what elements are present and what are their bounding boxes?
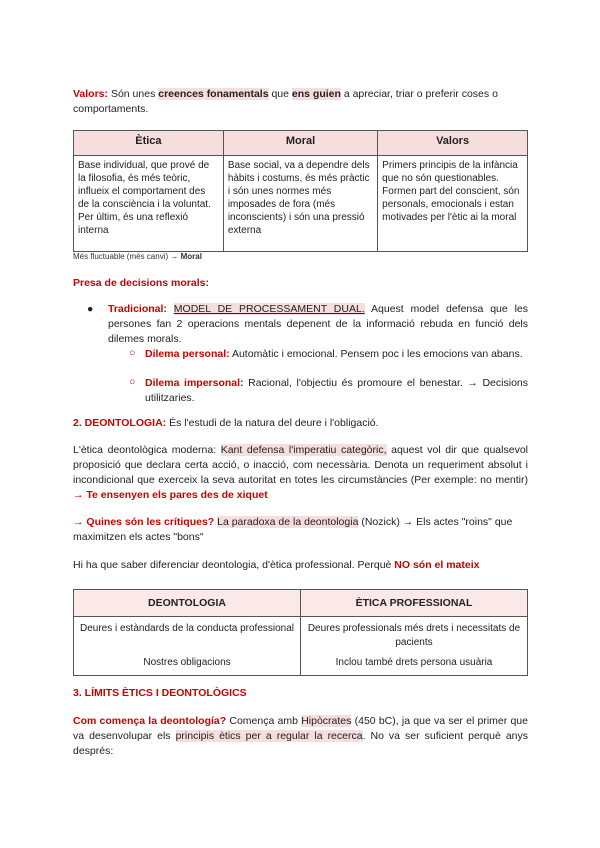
- valors-paragraph: [73, 87, 528, 117]
- dilema-impersonal-text: Racional, l'objectiu és promoure el benestar. → Decisions utilitzaries.: [145, 377, 528, 404]
- header-moral: Moral: [223, 131, 377, 156]
- tradicional-model: MODEL DE PROCESSAMENT DUAL.: [173, 303, 365, 315]
- valors-label: Valors:: [73, 88, 109, 100]
- note-text: Més fluctuable (més canvi): [73, 252, 171, 261]
- valors-highlight-1: creences fonamentals: [158, 88, 269, 100]
- hipocrates-highlight: Hipòcrates: [301, 715, 352, 727]
- deontologia-label: 2. DEONTOLOGIA:: [73, 417, 167, 429]
- pares-note: → Te ensenyen els pares des de xiquet: [73, 488, 268, 501]
- tradicional-text: Aquest model defensa que les persones fan 2 operacions mentals depenent de la informació rebuda en funció dels dilemes morals.: [108, 303, 529, 345]
- deontologia-text: És l'estudi de la natura del deure i l'obligació.: [166, 417, 379, 429]
- dilema-personal-item: [129, 347, 528, 362]
- etica-moderna-paragraph: [73, 443, 528, 503]
- comenca-text-2: (450 bC), ja que va ser el primer que va desenvolupar els: [73, 715, 528, 742]
- principis-highlight: principis ètics per a regular la recerca: [175, 729, 363, 742]
- cell-etica-professional-1: Deures professionals més drets i necessitats de pacients: [301, 617, 528, 653]
- kant-highlight: Kant defensa l'imperatiu categòric,: [220, 444, 387, 456]
- valors-highlight-2: ens guien: [291, 88, 341, 100]
- comenca-text-1: Comença amb: [226, 715, 302, 727]
- header-deontologia: DEONTOLOGIA: [74, 590, 301, 617]
- tradicional-paragraph: [108, 302, 528, 347]
- comparison-table: [73, 130, 528, 252]
- note-arrow: → Moral: [170, 252, 202, 261]
- presa-title: Presa de decisions morals:: [73, 277, 209, 289]
- critiques-question: → Quines són les crítiques?: [73, 516, 215, 528]
- paradoxa-highlight: La paradoxa de la deontologia: [217, 516, 359, 528]
- bullet-dot-icon: ●: [87, 303, 94, 315]
- circle-bullet-icon: ○: [129, 347, 136, 359]
- valors-text-1: Són unes: [108, 88, 159, 100]
- critiques-paragraph: [73, 515, 528, 545]
- tradicional-label: Tradicional:: [108, 303, 167, 315]
- dilema-personal-label: Dilema personal:: [145, 348, 230, 360]
- cell-deontologia-1: Deures i estàndards de la conducta professional: [74, 617, 301, 653]
- cell-deontologia-2: Nostres obligacions: [74, 652, 301, 675]
- header-valors: Valors: [378, 131, 528, 156]
- critiques-text: (Nozick) → Els actes "roins" que maximitzen els actes "bons": [73, 516, 513, 543]
- comenca-paragraph: [73, 714, 528, 759]
- dilema-personal-text: Automàtic i emocional. Pensem poc i les emocions van abans.: [229, 348, 523, 360]
- cell-etica-professional-2: Inclou també drets persona usuària: [301, 652, 528, 675]
- header-etica: Ètica: [74, 131, 224, 156]
- valors-text-3: a apreciar, triar o preferir coses o comportaments.: [73, 88, 498, 115]
- tradicional-item: [87, 302, 528, 347]
- diferenciar-paragraph: [73, 558, 528, 573]
- valors-text-2: que: [268, 88, 292, 100]
- cell-etica: Base individual, que prové de la filosofia, és més teòric, influeix el comportament des de la consciència i la voluntat. Per últim, és una reflexió interna: [74, 156, 224, 252]
- dilema-impersonal-paragraph: [145, 376, 528, 406]
- cell-moral: Base social, va a dependre dels hàbits i costums, és més pràctic i són unes normes més imposades de fora (més inconscients) i són una pressió externa: [223, 156, 377, 252]
- comenca-question: Com comença la deontología?: [73, 715, 227, 727]
- no-son-el-mateix: NO són el mateix: [394, 559, 480, 571]
- dilema-impersonal-item: [129, 376, 528, 406]
- etica-moderna-text-1: L'ètica deontològica moderna:: [73, 444, 221, 456]
- dilema-impersonal-label: Dilema impersonal:: [145, 377, 244, 389]
- limits-title: 3. LÍMITS ÈTICS I DEONTOLÒGICS: [73, 687, 247, 699]
- diferenciar-text: Hi ha que saber diferenciar deontologia, d'ètica professional. Perquè: [73, 559, 395, 571]
- header-etica-professional: ÈTICA PROFESSIONAL: [301, 590, 528, 617]
- deontologia-table: [73, 589, 528, 676]
- comenca-text-3: . No va ser suficient perquè anys després:: [73, 729, 528, 757]
- fluctuable-note: [73, 251, 202, 262]
- etica-moderna-text-2: aquest vol dir que qualsevol proposició que declara certa acció, o inacció, com necessària. Denota un requeriment absolut i incondicional que exerceix la seva autoritat en totes les circumstàncies (Per exemple: no mentir): [73, 444, 528, 486]
- deontologia-paragraph: [73, 416, 528, 431]
- dilema-personal-paragraph: [145, 347, 528, 362]
- circle-bullet-icon: ○: [129, 376, 136, 388]
- cell-valors: Primers principis de la infància que no són questionables. Formen part del conscient, són personals, emocionals i estan motivades per l'ètic ai la moral: [378, 156, 528, 252]
